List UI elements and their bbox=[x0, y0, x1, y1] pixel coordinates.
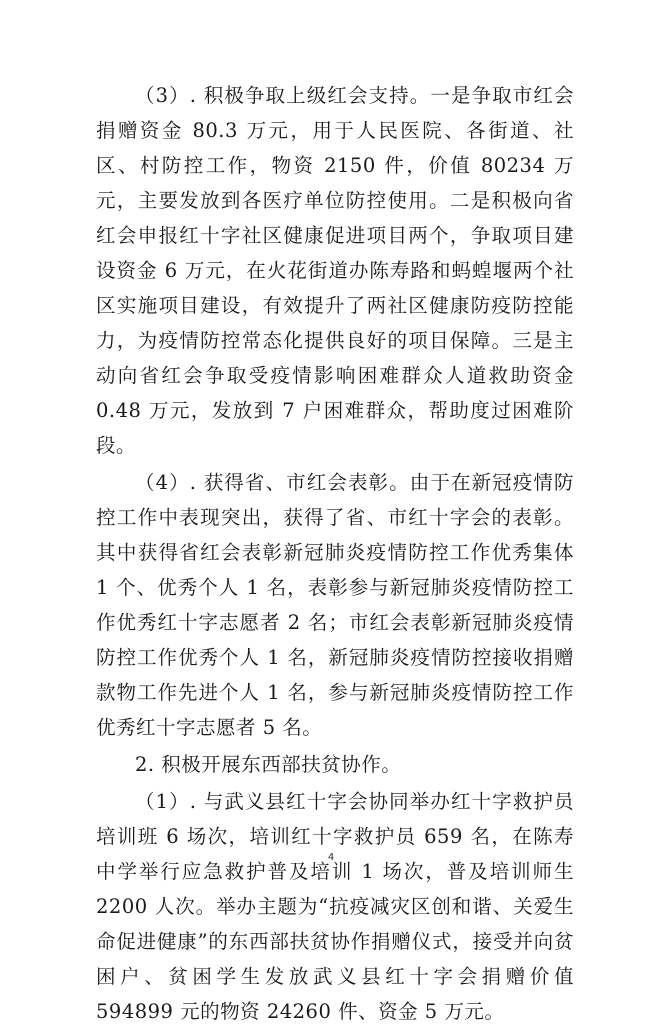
section-heading-east-west-cooperation: 2. 积极开展东西部扶贫协作。 bbox=[135, 753, 402, 776]
paragraph-commendations: （4）. 获得省、市红会表彰。由于在新冠疫情防控工作中表现突出，获得了省、市红十字会的表彰。其中获得省红会表彰新冠肺炎疫情防控工作优秀集体 1 个、优秀个人 1 名，表彰参与新冠肺炎疫情防控工作优秀红十字志愿者 2 名；市红会表彰新冠肺炎疫情防控工作优秀个人 1 名，新冠肺炎疫情防控接收捐赠款物工作先进个人 1 名，参与新冠肺炎疫情防控工作优秀红十字志愿者 5 名。 bbox=[96, 471, 574, 739]
paragraph-provincial-support: （3）. 积极争取上级红会支持。一是争取市红会捐赠资金 80.3 万元，用于人民医院、各街道、社区、村防控工作，物资 2150 件，价值 80234 万元，主要发放到各医疗单位防控使用。二是积极向省红会申报红十字社区健康促进项目两个，争取项目建设资金 6 万元，在火花街道办陈寿路和蚂蝗堰两个社区实施项目建设，有效提升了两社区健康防疫防控能力，为疫情防控常态化提供良好的项目保障。三是主动向省红会争取受疫情影响困难群众人道救助资金 0.48 万元，发放到 7 户困难群众，帮助度过困难阶段。 bbox=[96, 84, 574, 457]
page-number: 4 bbox=[327, 852, 335, 863]
document-body bbox=[96, 78, 574, 1029]
paragraph-wuyi-training: （1）. 与武义县红十字会协同举办红十字救护员培训班 6 场次，培训红十字救护员 659 名，在陈寿中学举行应急救护普及培训 1 场次，普及培训师生 2200 人次。举办主题为“抗疫减灾区创和谐、关爱生命促进健康”的东西部扶贫协作捐赠仪式，接受并向贫困户、贫困学生发放武义县红十字会捐赠价值 594899 元的物资 24260 件、资金 5 万元。 bbox=[96, 790, 574, 1023]
